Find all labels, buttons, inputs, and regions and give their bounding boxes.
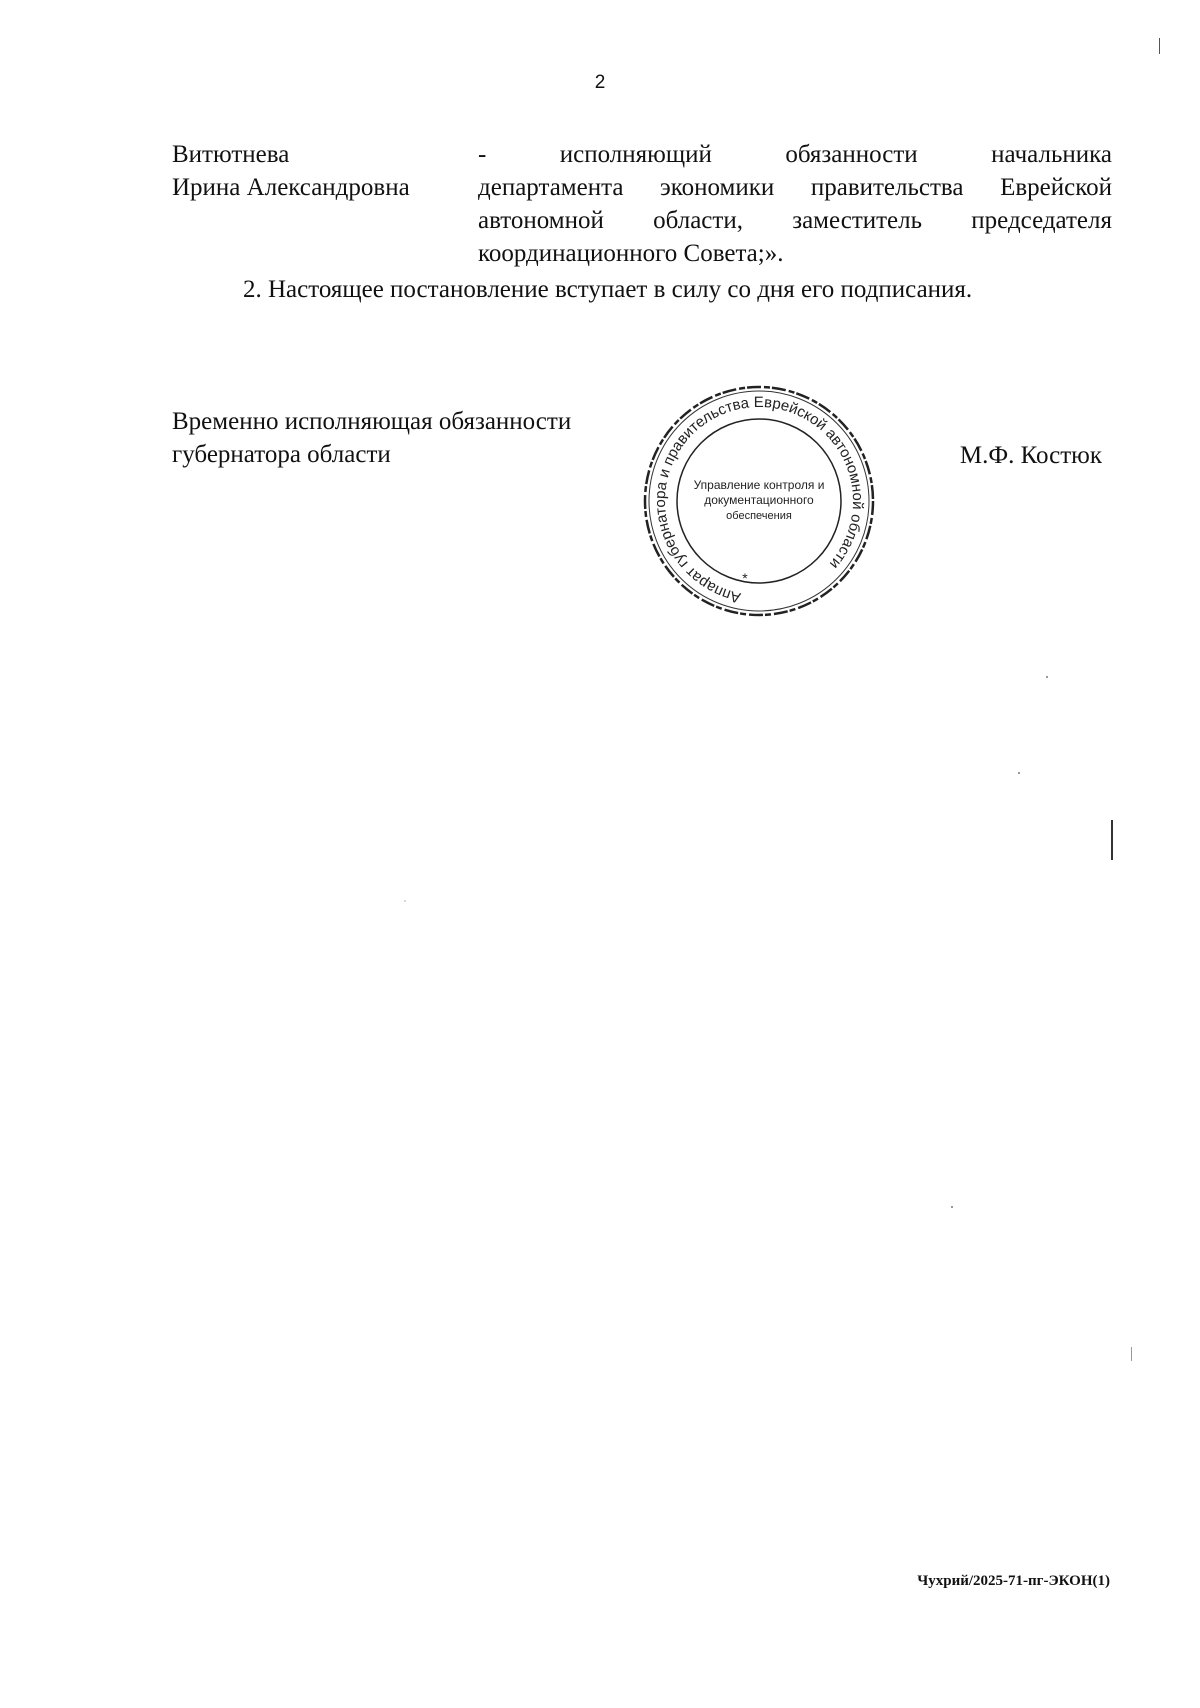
scan-artifact [951, 1206, 953, 1208]
clause-2: 2. Настоящее постановление вступает в силу со дня его подписания. [243, 276, 973, 303]
seal-inner-line3: обеспечения [726, 510, 792, 522]
scan-artifact [1018, 772, 1020, 774]
scan-artifact [1159, 38, 1160, 54]
scan-artifact [1046, 676, 1048, 678]
scan-artifact [404, 900, 406, 902]
role-word: начальника [991, 141, 1112, 168]
seal-graphic [641, 383, 877, 619]
signatory-title-line2: губернатора области [172, 441, 391, 468]
member-given-names: Ирина Александровна [172, 174, 410, 201]
signatory-title-line1: Временно исполняющая обязанности [172, 408, 572, 435]
seal-inner-line2: документационного [704, 493, 814, 507]
scan-artifact [1131, 1347, 1132, 1361]
scan-artifact [1111, 820, 1113, 860]
seal-outer-text: Аппарат губернатора и правительства Еврейской автономной области [651, 393, 867, 607]
seal-inner-line1: Управление контроля и [693, 478, 825, 492]
page-number: 2 [594, 72, 606, 93]
signatory-name: М.Ф. Костюк [959, 442, 1102, 469]
member-name [172, 138, 462, 204]
signatory-title [172, 405, 571, 471]
member-role [478, 138, 1112, 270]
role-word: обязанности [785, 141, 918, 168]
seal-star-icon: * [742, 570, 748, 586]
official-seal [641, 383, 877, 619]
member-role-first-line [478, 138, 1112, 171]
role-word: исполняющий [559, 141, 712, 168]
member-surname: Витютнева [172, 141, 290, 168]
member-role-text: департамента экономики правительства Еврейской автономной области, заместитель председателя координационного Совета;». [478, 174, 1112, 267]
document-reference: Чухрий/2025-71-пг-ЭКОН(1) [917, 1573, 1110, 1589]
member-dash: - [478, 141, 487, 168]
